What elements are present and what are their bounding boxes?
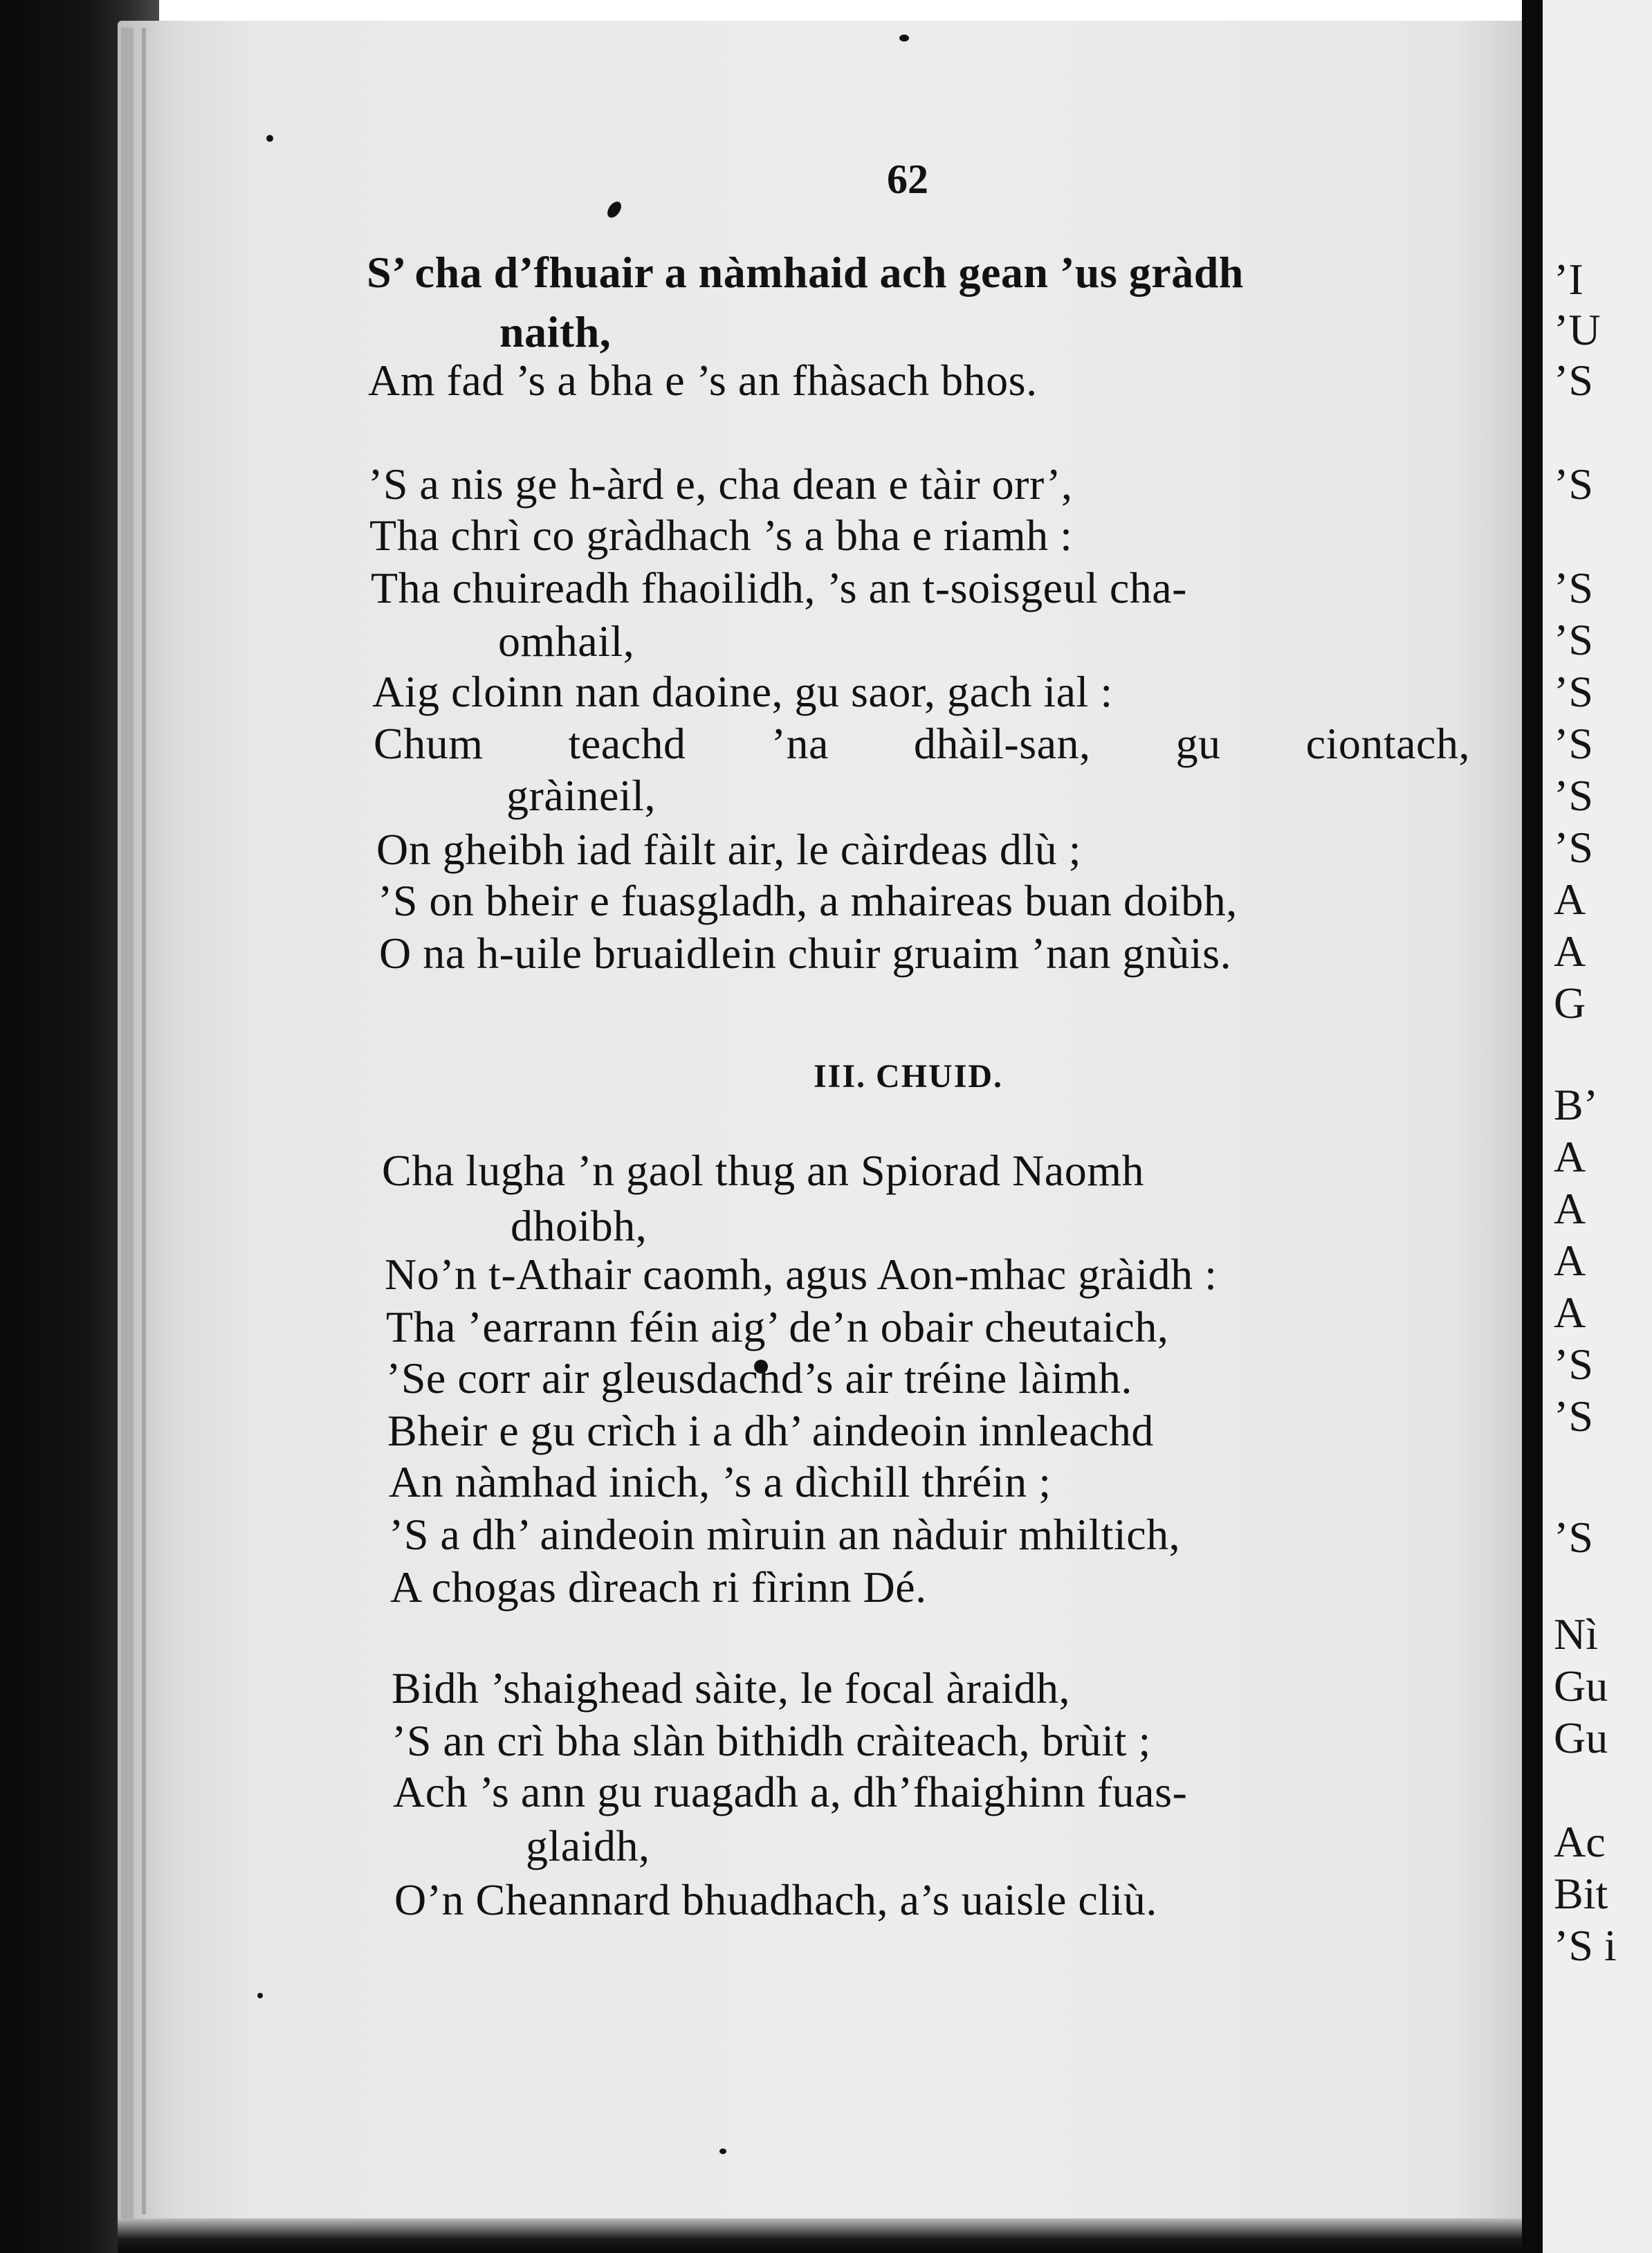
- facing-page-line-fragment: ’I: [1554, 255, 1584, 304]
- verse-line: ’S a dh’ aindeoin mìruin an nàduir mhiltich,: [389, 1510, 1181, 1559]
- verse-line: An nàmhad inich, ’s a dìchill thréin ;: [389, 1457, 1052, 1506]
- verse-line: Chum teachd ’na dhàil-san, gu ciontach,: [374, 719, 1470, 768]
- page-edge-line: [142, 28, 146, 2214]
- verse-line: Ach ’s ann gu ruagadh a, dh’fhaighinn fuas-: [393, 1767, 1188, 1816]
- facing-page-line-fragment: A: [1554, 875, 1586, 924]
- verse-line: Tha chuireadh fhaoilidh, ’s an t-soisgeul cha-: [371, 563, 1187, 612]
- facing-page-line-fragment: ’S: [1554, 1340, 1593, 1389]
- verse-line: A chogas dìreach ri fìrinn Dé.: [390, 1562, 927, 1612]
- facing-page-line-fragment: A: [1554, 927, 1586, 976]
- facing-page-line-fragment: A: [1554, 1184, 1586, 1233]
- verse-line: glaidh,: [526, 1821, 650, 1870]
- facing-page-line-fragment: A: [1554, 1236, 1586, 1285]
- verse-line: omhail,: [498, 617, 635, 666]
- facing-page-line-fragment: A: [1554, 1288, 1586, 1337]
- page-number: 62: [887, 156, 928, 202]
- verse-line: gràineil,: [506, 771, 656, 820]
- page-bottom-shadow: [118, 2218, 1522, 2253]
- verse-line: dhoibh,: [511, 1201, 648, 1250]
- verse-line: Cha lugha ’n gaol thug an Spiorad Naomh: [382, 1146, 1144, 1195]
- facing-page-line-fragment: A: [1554, 1132, 1586, 1181]
- facing-page-line-fragment: ’S: [1554, 667, 1593, 716]
- facing-page-line-fragment: ’S: [1554, 615, 1593, 664]
- section-heading: III. CHUID.: [814, 1058, 1004, 1095]
- book-gutter: [1522, 0, 1543, 2253]
- verse-line: S’ cha d’fhuair a nàmhaid ach gean ’us gràdh: [367, 248, 1244, 297]
- facing-page-line-fragment: ’S: [1554, 563, 1593, 612]
- facing-page-line-fragment: ’S: [1554, 771, 1593, 820]
- verse-line: Am fad ’s a bha e ’s an fhàsach bhos.: [368, 356, 1038, 405]
- verse-line: Tha chrì co gràdhach ’s a bha e riamh :: [369, 511, 1073, 560]
- facing-page-line-fragment: ’S: [1554, 1513, 1593, 1562]
- page-edge-stack: [121, 28, 134, 2221]
- facing-page-line-fragment: Bit: [1554, 1869, 1608, 1918]
- facing-page-line-fragment: Gu: [1554, 1661, 1608, 1711]
- facing-page-line-fragment: ’S: [1554, 823, 1593, 872]
- facing-page-line-fragment: Nì: [1554, 1609, 1598, 1659]
- verse-line: ’Se corr air gleusdachd’s air tréine làimh.: [386, 1353, 1132, 1403]
- verse-line: O na h-uile bruaidlein chuir gruaim ’nan gnùis.: [379, 929, 1232, 978]
- facing-page-line-fragment: ’S: [1554, 356, 1593, 405]
- verse-line: Tha ’earrann féin aig’ de’n obair cheutaich,: [386, 1302, 1169, 1351]
- facing-page-line-fragment: G: [1554, 978, 1586, 1028]
- verse-line: naith,: [499, 307, 612, 356]
- verse-line: Bidh ’shaighead sàite, le focal àraidh,: [392, 1663, 1070, 1713]
- facing-page-line-fragment: Ac: [1554, 1817, 1606, 1866]
- facing-page-edge: [1543, 0, 1652, 2253]
- verse-line: On gheibh iad fàilt air, le càirdeas dlù ;: [376, 825, 1081, 874]
- facing-page-line-fragment: ’S i: [1554, 1921, 1617, 1970]
- verse-line: O’n Cheannard bhuadhach, a’s uaisle cliù.: [394, 1875, 1157, 1924]
- facing-page-line-fragment: Gu: [1554, 1713, 1608, 1762]
- facing-page-line-fragment: ’S: [1554, 719, 1593, 768]
- verse-line: Bheir e gu crìch i a dh’ aindeoin innleachd: [387, 1406, 1154, 1455]
- verse-line: ’S on bheir e fuasgladh, a mhaireas buan doibh,: [378, 876, 1238, 925]
- facing-page-line-fragment: ’U: [1554, 305, 1601, 354]
- dust-speck: [266, 135, 273, 142]
- verse-line: Aig cloinn nan daoine, gu saor, gach ial :: [372, 667, 1113, 716]
- verse-line: No’n t-Athair caomh, agus Aon-mhac gràidh :: [385, 1250, 1218, 1299]
- facing-page-line-fragment: ’S: [1554, 1392, 1593, 1441]
- dust-speck: [257, 1993, 263, 1998]
- verse-line: ’S a nis ge h-àrd e, cha dean e tàir orr’,: [368, 459, 1073, 509]
- facing-page-line-fragment: B’: [1554, 1080, 1598, 1129]
- dust-speck: [719, 2149, 726, 2154]
- facing-page-line-fragment: ’S: [1554, 459, 1593, 509]
- dust-speck: [899, 35, 909, 42]
- verse-line: ’S an crì bha slàn bithidh cràiteach, brùit ;: [392, 1716, 1151, 1765]
